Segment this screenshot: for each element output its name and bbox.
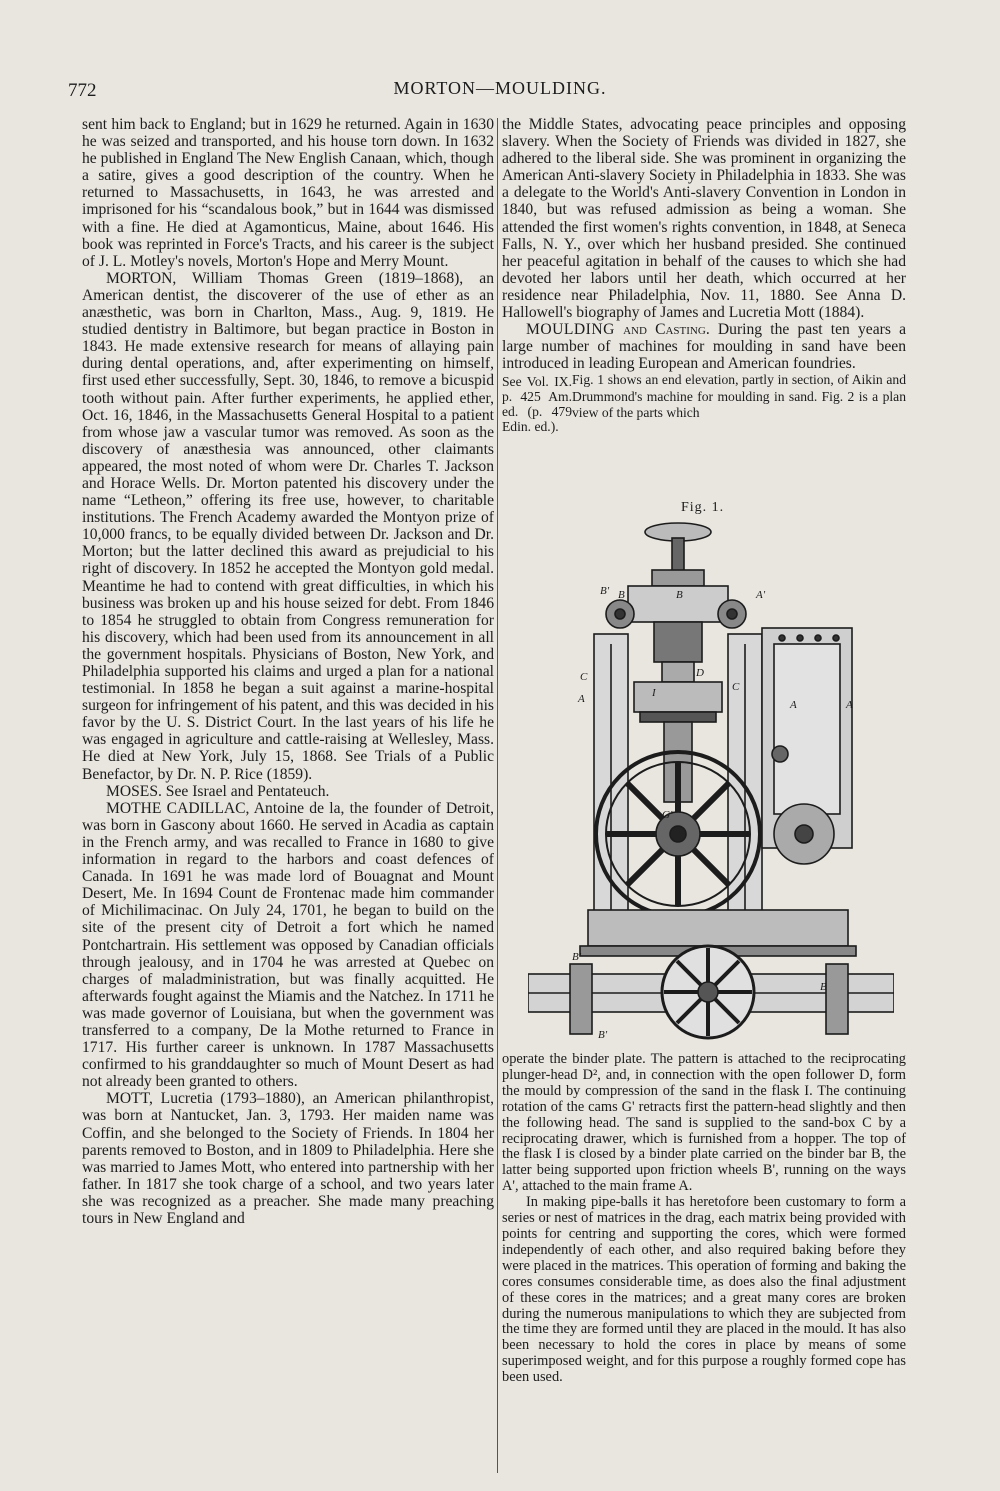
right-column-bottom bbox=[502, 1052, 906, 1386]
moulding-intro: During the past ten years a large number of machines for moulding in sand have been introduced in leading European and American foundries. bbox=[502, 321, 906, 373]
paragraph-binder-plate: operate the binder plate. The pattern is attached to the reciprocating plunger-head D², and, in connection with the open follower D, form the mould by compression of the sand in the flask I. The continuing rotation of the cams G' retracts first the pattern-head slightly and then the following head. The sand is supplied to the sand-box C by a reciprocating drawer, which is furnished from a hopper. The top of the flask I is closed by a binder plate carried on the binder bar B, the latter being supported upon friction wheels B', running on the ways A', attached to the main frame A. bbox=[502, 1051, 906, 1195]
running-title: MORTON—MOULDING. bbox=[393, 78, 607, 98]
entry-moulding-heading bbox=[502, 321, 906, 372]
label-a-3: A bbox=[846, 699, 853, 711]
label-c-1: C bbox=[580, 671, 588, 683]
fig2-plan bbox=[528, 946, 894, 1038]
label-b-3: B bbox=[820, 981, 827, 993]
label-b-prime-2: B' bbox=[572, 951, 582, 963]
paragraph-pipe-balls: In making pipe-balls it has heretofore been customary to form a series or nest of matrices in the drag, each matrix being provided with points for centring and supporting the cores, which were formed independently of each other, and also required baking before they were placed in the matrices. This operation of forming and baking the cores consumes considerable time, as does also the final adjustment of these cores in the matrices; and a great many cores are broken during the numerous manipulations to which they are subjected from the time they are formed until they are placed in the mould. It has also been necessary to hold the cores in place by means of some superimposed weight, and for this purpose a roughly formed cope has been used. bbox=[502, 1194, 907, 1386]
left-column bbox=[82, 116, 494, 1227]
entry-mott-lucretia: MOTT, Lucretia (1793–1880), an American philanthropist, was born at Nantucket, Jan. 3, 1793. Her maiden name was Coffin, and she belonged to the Society of Friends. In 1804 her parents removed to Boston, and in 1809 to Philadelphia. Here she was married to James Mott, who entered into partnership with her father. In 1817 she took charge of a school, and two years later she was recognized as a preacher. She made many preaching tours in New England and bbox=[82, 1090, 494, 1227]
label-i: I bbox=[652, 687, 656, 699]
paragraph-morton-thomas-continued: sent him back to England; but in 1629 he returned. Again in 1630 he was seized and transported, and his house torn down. In 1632 he published in England The New English Canaan, which, though a satire, gives a good description of the country. When he returned to Massachusetts, in 1643, he was arrested and imprisoned for his “scandalous book,” but in 1644 was dismissed with a fine. He died at Agamonticus, Maine, about 1646. His book was reprinted in Force's Tracts, and his career is the subject of J. L. Motley's novels, Morton's Hope and Merry Mount. bbox=[82, 116, 494, 270]
paragraph-mott-continued: the Middle States, advocating peace principles and opposing slavery. When the Society of Friends was divided in 1827, she adhered to the liberal side. She was prominent in organizing the American Anti-slavery Society in Philadelphia in 1833. She was a delegate to the World's Anti-slavery Convention in London in 1840, but was refused admission as being a woman. She attended the first women's rights convention, in 1848, at Seneca Falls, N. Y., over which her husband presided. She continued her peaceful agitation in behalf of the causes to which she had devoted her labors until her death, which occurred at her residence near Philadelphia, Nov. 11, 1880. See Anna D. Hallowell's biography of James and Lucretia Mott (1884). bbox=[502, 116, 906, 322]
entry-moses: MOSES. See Israel and Pentateuch. bbox=[106, 782, 330, 800]
fig1-elevation bbox=[580, 523, 856, 956]
label-a-1: A bbox=[578, 693, 585, 705]
label-b-2: B bbox=[676, 589, 683, 601]
entry-mothe-cadillac: MOTHE CADILLAC, Antoine de la, the founder of Detroit, was born in Gascony about 1660. He served in Acadia as captain in the French army, and was recalled to France in 1680 to give information in regard to the harbors and coast defences of Canada. In 1691 he was made lord of Bouagnat and Mount Desert, Me. In 1694 Count de Frontenac made him commander of Michilimacinac. On July 24, 1701, he began to build on the site of the present city of Detroit a fort which he named Pontchartrain. His settlement was opposed by Canadian officials through jealousy, and in 1704 he was arrested at Quebec on charges of maladministration, but was finally acquitted. He afterwards fought against the Miamis and the Natchez. In 1711 he was made governor of Louisiana, but when the government was transferred to a company, De la Mothe returned to France in 1717. His further career is unknown. In 1787 Massachusetts confirmed to his granddaughter so much of Mount Desert as had not already been granted to others. bbox=[82, 799, 494, 1091]
moulding-fig-text: Fig. 1 shows an end elevation, partly in section, of Aikin and Drummond's machine for moulding in sand. Fig. 2 is a plan view of the parts which bbox=[572, 372, 906, 421]
label-a-2: A bbox=[790, 699, 797, 711]
moulding-fig-text-wrap bbox=[572, 372, 906, 434]
page-number: 772 bbox=[68, 80, 97, 101]
moulding-sidenote-block bbox=[502, 372, 906, 434]
column-divider bbox=[497, 118, 498, 1473]
label-b-1: B bbox=[618, 589, 625, 601]
moulding-sidenote: See Vol. IX. p. 425 Am. ed. (p. 479 Edin. ed.). bbox=[502, 374, 572, 435]
entry-morton-william: MORTON, William Thomas Green (1819–1868), an American dentist, the discoverer of the use of ether as an anæsthetic, was born in Charlton, Mass., Aug. 9, 1819. He studied dentistry in Baltimore, but began practice in Boston in 1843. He made extensive research for means of allaying pain during dental operations, and, after experimenting on himself, first used ether successfully, Sept. 30, 1846, to remove a bicuspid tooth without pain. After further experiments, he applied ether, Oct. 16, 1846, in the Massachusetts General Hospital to a patient from whose jaw a vascular tumor was removed. As soon as the discovery of anæsthesia was announced, other claimants appeared, the most noted of whom were Dr. Charles T. Jackson and Horace Wells. Dr. Morton patented his discovery under the name “Letheon,” offering its free use, however, to charitable institutions. The French Academy awarded the Montyon prize of 10,000 francs, to be equally divided between Dr. Jackson and Dr. Morton; but the latter declined this award as prejudicial to his right of discovery. In 1852 he accepted the Montyon gold medal. Meantime he had to contend with great difficulties, in which his business was broken up and his house seized for debt. From 1846 to 1854 he struggled to obtain from Congress remuneration for his discovery, which had been used from its announcement in all the government hospitals. Physicians of Boston, New York, and Philadelphia supported his claims and urged a plan for a national testimonial. In 1858 he began a suit against a marine-hospital surgeon for infringement of his patent, and this was decided in his favor by the U. S. District Court. In the last years of his life he was engaged in agriculture and cattle-raising at Wellesley, Mass. He died at New York, July 15, 1868. See Trials of a Public Benefactor, by Dr. N. P. Rice (1859). bbox=[82, 269, 494, 783]
label-g-prime: G' bbox=[662, 809, 673, 821]
moulding-headword-rest: and Casting. bbox=[623, 321, 710, 339]
label-d: D bbox=[696, 667, 704, 679]
moulding-headword: MOULDING bbox=[526, 321, 615, 339]
machine-illustration bbox=[528, 514, 894, 1044]
label-b-prime-3: B' bbox=[598, 1029, 608, 1041]
fig1-caption: Fig. 1. bbox=[681, 500, 725, 515]
label-a-prime: A' bbox=[756, 589, 766, 601]
right-column-top bbox=[502, 116, 906, 434]
label-b-prime-1: B' bbox=[600, 585, 610, 597]
label-c-2: C bbox=[732, 681, 740, 693]
